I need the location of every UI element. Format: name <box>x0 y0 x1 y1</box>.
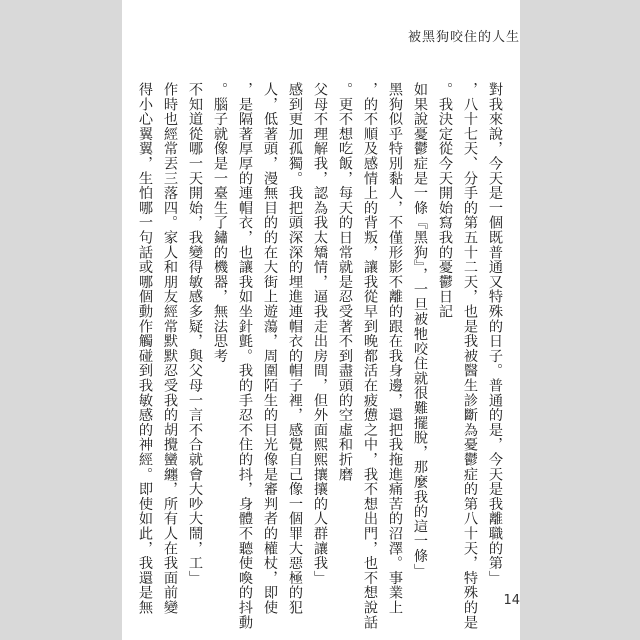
text-column: 人，低著頭，漫無目的的在大街上遊蕩，周圍陌生的目光像是審判者的權杖，即使 <box>262 82 278 615</box>
text-column: 腦子就像是一臺生了鏽的機器，無法思考。 <box>212 82 228 364</box>
text-column: 八十七天、分手的第五十二天，也是我被醫生診斷為憂鬱症的第八十天，特殊的是， <box>462 82 478 630</box>
text-column: 作時也經常丟三落四。家人和朋友經常默默忍受我的胡攪蠻纏，所有人在我面前變 <box>162 82 178 615</box>
text-column: 的不順及感情上的背叛，讓我從早到晚都活在疲憊之中，我不想出門，也不想說話， <box>362 82 378 630</box>
running-title: 被黑狗咬住的人生 <box>407 30 520 45</box>
text-column: 更不想吃飯，每天的日常就是忍受著不到盡頭的空虛和折磨。 <box>337 82 353 482</box>
page-number: 14 <box>503 593 520 608</box>
text-column: 得小心翼翼，生怕哪一句話或哪個動作觸碰到我敏感的神經。即使如此，我還是無 <box>137 82 153 615</box>
text-column: 黑狗似乎特別黏人，不僅形影不離的跟在我身邊，還把我拖進痛苦的沼澤。事業上 <box>387 82 403 615</box>
book-page <box>122 0 520 640</box>
text-column: 「對我來說，今天是一個既普通又特殊的日子。普通的是，今天是我離職的第 <box>487 82 503 586</box>
text-column: 感到更加孤獨。我把頭深深的埋進連帽衣的帽子裡，感覺自己像一個罪大惡極的犯 <box>287 82 303 615</box>
text-column: 「父母不理解我，認為我太矯情，逼我走出房間，但外面熙熙攘攘的人群讓我 <box>312 82 328 586</box>
text-column: 「如果說憂鬱症是一條『黑狗』，一旦被牠咬住就很難擺脫，那麼我的這一條 <box>412 82 428 579</box>
text-column: 是隔著厚厚的連帽衣，也讓我如坐針氈。我的手忍不住的抖，身體不聽使喚的抖動， <box>237 82 253 630</box>
text-column: 我決定從今天開始寫我的憂鬱日記。 <box>437 82 453 319</box>
text-column: 「不知道從哪一天開始，我變得敏感多疑，與父母一言不合就會大吵大鬧，工 <box>187 82 203 586</box>
